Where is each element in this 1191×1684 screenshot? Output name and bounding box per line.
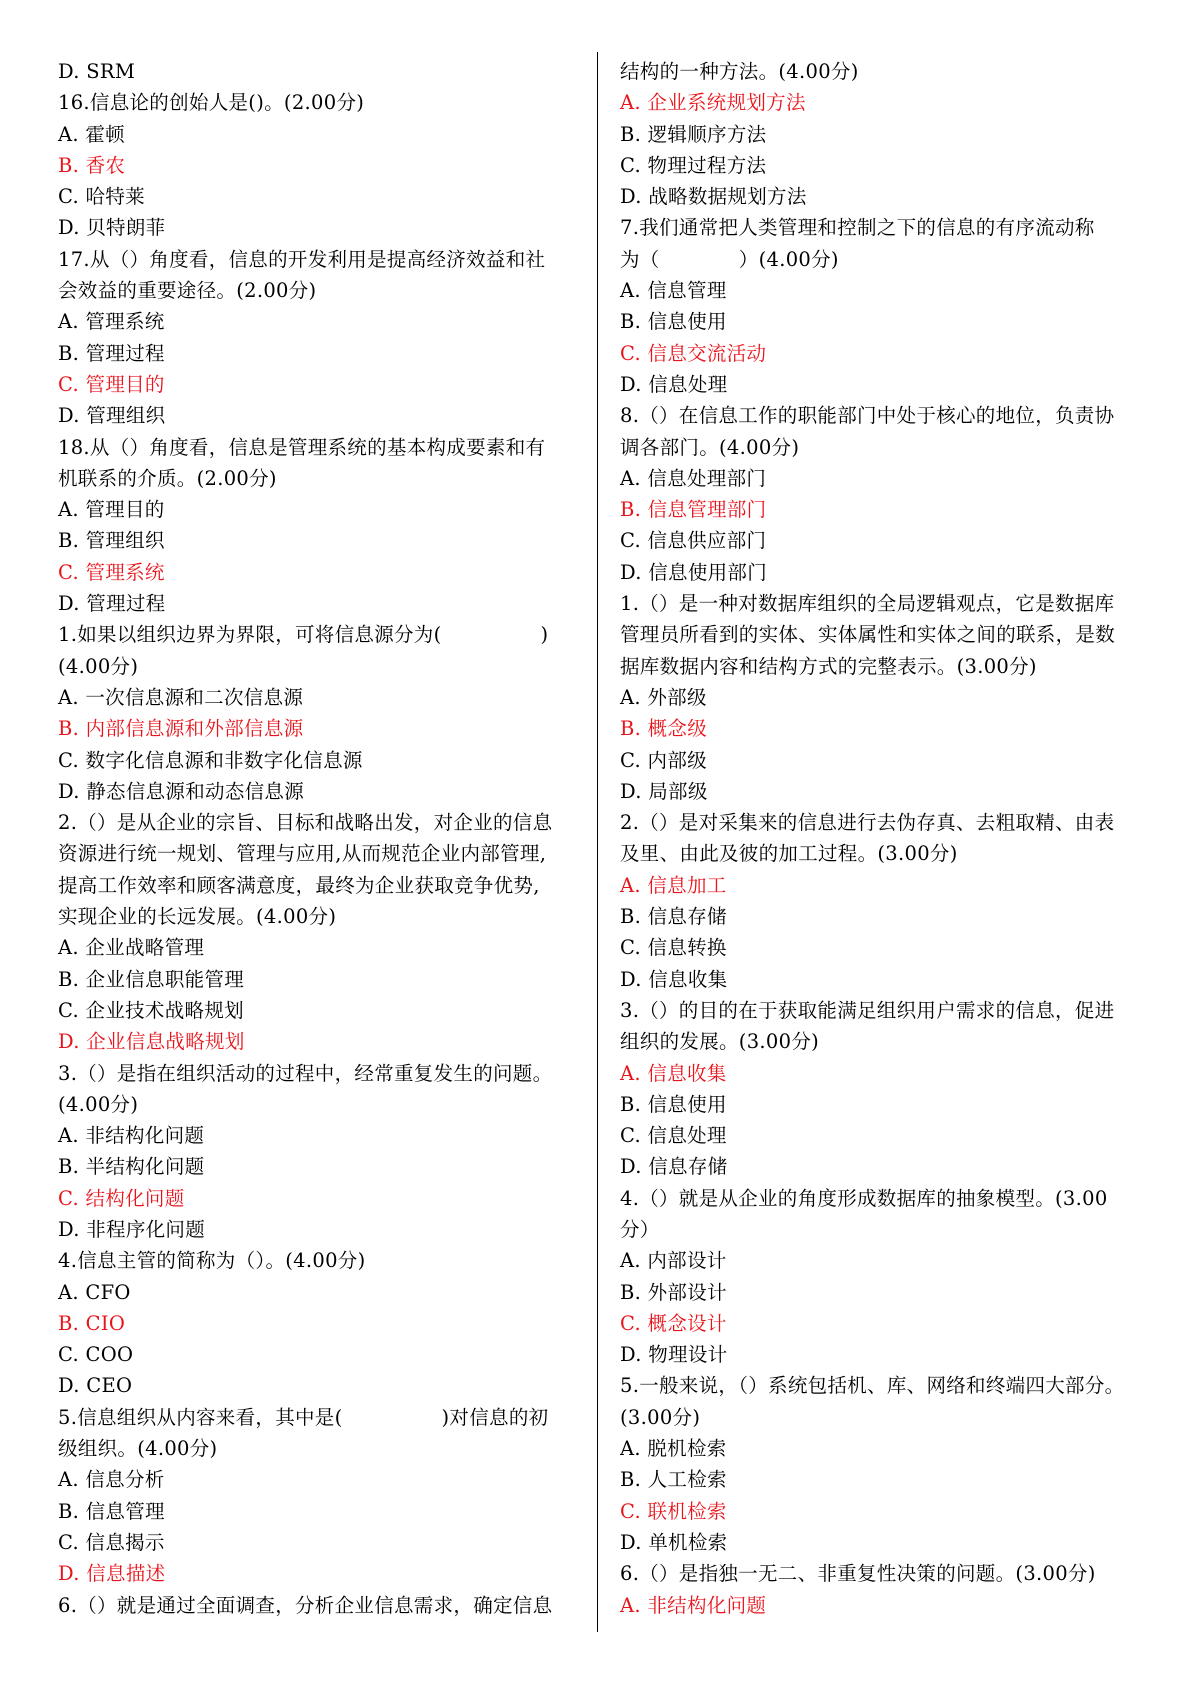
text-line: A. 信息管理 (620, 279, 727, 303)
text-line: D. 战略数据规划方法 (620, 185, 807, 209)
text-line: 机联系的介质。(2.00分) (58, 466, 277, 490)
text-line: C. 物理过程方法 (620, 153, 767, 177)
text-line: B. 逻辑顺序方法 (620, 122, 767, 146)
correct-answer-line: D. 信息描述 (58, 1562, 166, 1586)
text-line: B. 管理过程 (58, 341, 165, 365)
text-line: 及里、由此及彼的加工过程。(3.00分) (620, 842, 958, 866)
text-line: B. 信息存储 (620, 905, 727, 929)
correct-answer-line: C. 结构化问题 (58, 1186, 185, 1210)
text-line: D. 信息处理 (620, 372, 728, 396)
text-line: 组织的发展。(3.00分) (620, 1030, 820, 1054)
column-divider (597, 52, 598, 1632)
text-line: 1.如果以组织边界为界限，可将信息源分为( ) (58, 623, 549, 647)
text-line: A. 企业战略管理 (58, 936, 205, 960)
text-line: 5.一般来说，（）系统包括机、库、网络和终端四大部分。 (620, 1374, 1125, 1398)
text-line: D. 静态信息源和动态信息源 (58, 779, 305, 803)
correct-answer-line: C. 信息交流活动 (620, 341, 767, 365)
text-line: B. 信息使用 (620, 310, 727, 334)
text-line: A. 管理目的 (58, 498, 165, 522)
text-line: D. 管理过程 (58, 592, 166, 616)
correct-answer-line: A. 企业系统规划方法 (620, 91, 806, 115)
text-line: D. 单机检索 (620, 1530, 728, 1554)
text-line: B. 外部设计 (620, 1280, 727, 1304)
text-line: 5.信息组织从内容来看，其中是( )对信息的初 (58, 1405, 549, 1429)
text-line: D. 局部级 (620, 779, 708, 803)
text-line: (4.00分) (58, 654, 139, 678)
text-line: 会效益的重要途径。(2.00分) (58, 279, 317, 303)
text-line: (4.00分) (58, 1092, 139, 1116)
text-line: 7.我们通常把人类管理和控制之下的信息的有序流动称 (620, 216, 1095, 240)
text-line: D. SRM (58, 60, 136, 83)
text-line: A. 管理系统 (58, 310, 165, 334)
text-line: C. 企业技术战略规划 (58, 998, 244, 1022)
text-line: B. 管理组织 (58, 529, 165, 553)
text-line: D. 信息收集 (620, 967, 728, 991)
text-line: 管理员所看到的实体、实体属性和实体之间的联系，是数 (620, 623, 1116, 647)
text-line: A. 外部级 (620, 685, 707, 709)
correct-answer-line: C. 概念设计 (620, 1311, 727, 1335)
correct-answer-line: C. 管理系统 (58, 560, 165, 584)
left-column (58, 56, 578, 1621)
text-line: D. 贝特朗菲 (58, 216, 166, 240)
correct-answer-line: B. 概念级 (620, 717, 708, 741)
text-line: 资源进行统一规划、管理与应用,从而规范企业内部管理, (58, 842, 547, 866)
correct-answer-line: A. 信息收集 (620, 1061, 727, 1085)
text-line: D. 信息使用部门 (620, 560, 768, 584)
text-line: (3.00分) (620, 1405, 701, 1429)
correct-answer-line: B. CIO (58, 1311, 126, 1335)
text-line: 6.（）是指独一无二、非重复性决策的问题。(3.00分) (620, 1562, 1096, 1586)
text-line: 6.（）就是通过全面调查，分析企业信息需求，确定信息 (58, 1593, 553, 1617)
text-line: A. 内部设计 (620, 1249, 727, 1273)
correct-answer-line: A. 非结构化问题 (620, 1593, 767, 1617)
text-line: B. 信息使用 (620, 1092, 727, 1116)
text-line: D. 信息存储 (620, 1155, 728, 1179)
text-line: C. 信息供应部门 (620, 529, 767, 553)
text-line: C. COO (58, 1343, 134, 1367)
text-line: A. CFO (58, 1280, 131, 1304)
text-line: 实现企业的长远发展。(4.00分) (58, 905, 337, 929)
text-line: B. 半结构化问题 (58, 1155, 205, 1179)
text-line: D. 管理组织 (58, 404, 166, 428)
correct-answer-line: C. 联机检索 (620, 1499, 727, 1523)
text-line: 3.（）的目的在于获取能满足组织用户需求的信息，促进 (620, 998, 1115, 1022)
correct-answer-line: B. 香农 (58, 153, 126, 177)
text-line: 提高工作效率和顾客满意度，最终为企业获取竞争优势, (58, 873, 540, 897)
text-line: 3.（）是指在组织活动的过程中，经常重复发生的问题。 (58, 1061, 553, 1085)
text-line: B. 企业信息职能管理 (58, 967, 245, 991)
correct-answer-line: B. 信息管理部门 (620, 498, 767, 522)
correct-answer-line: C. 管理目的 (58, 372, 165, 396)
text-line: 1.（）是一种对数据库组织的全局逻辑观点，它是数据库 (620, 592, 1115, 616)
text-line: A. 信息分析 (58, 1468, 165, 1492)
text-line: 结构的一种方法。(4.00分) (620, 60, 859, 83)
text-line: 2.（）是对采集来的信息进行去伪存真、去粗取精、由表 (620, 811, 1115, 835)
text-line: C. 信息转换 (620, 936, 727, 960)
right-column (620, 56, 1150, 1621)
correct-answer-line: B. 内部信息源和外部信息源 (58, 717, 304, 741)
text-line: C. 信息处理 (620, 1124, 727, 1148)
text-line: 17.从（）角度看，信息的开发利用是提高经济效益和社 (58, 247, 546, 271)
text-line: 16.信息论的创始人是()。(2.00分) (58, 91, 365, 115)
text-line: D. 非程序化问题 (58, 1217, 206, 1241)
text-line: A. 脱机检索 (620, 1437, 727, 1461)
text-line: 为（ ）(4.00分) (620, 247, 839, 271)
correct-answer-line: A. 信息加工 (620, 873, 727, 897)
text-line: D. CEO (58, 1374, 133, 1398)
text-line: D. 物理设计 (620, 1343, 728, 1367)
text-line: A. 信息处理部门 (620, 466, 767, 490)
text-line: C. 哈特莱 (58, 185, 145, 209)
text-line: 2.（）是从企业的宗旨、目标和战略出发，对企业的信息 (58, 811, 553, 835)
text-line: 4.信息主管的简称为（）。(4.00分) (58, 1249, 366, 1273)
text-line: C. 内部级 (620, 748, 707, 772)
text-line: 据库数据内容和结构方式的完整表示。(3.00分) (620, 654, 1037, 678)
text-line: A. 一次信息源和二次信息源 (58, 685, 304, 709)
text-line: 18.从（）角度看，信息是管理系统的基本构成要素和有 (58, 435, 546, 459)
text-line: C. 信息揭示 (58, 1530, 165, 1554)
text-line: C. 数字化信息源和非数字化信息源 (58, 748, 363, 772)
text-line: 4.（）就是从企业的角度形成数据库的抽象模型。(3.00 (620, 1186, 1108, 1210)
text-line: 分） (620, 1217, 660, 1241)
text-line: A. 非结构化问题 (58, 1124, 205, 1148)
text-line: 级组织。(4.00分) (58, 1437, 218, 1461)
text-line: B. 信息管理 (58, 1499, 165, 1523)
correct-answer-line: D. 企业信息战略规划 (58, 1030, 245, 1054)
text-line: B. 人工检索 (620, 1468, 727, 1492)
text-line: A. 霍顿 (58, 122, 125, 146)
text-line: 8.（）在信息工作的职能部门中处于核心的地位，负责协 (620, 404, 1115, 428)
text-line: 调各部门。(4.00分) (620, 435, 800, 459)
